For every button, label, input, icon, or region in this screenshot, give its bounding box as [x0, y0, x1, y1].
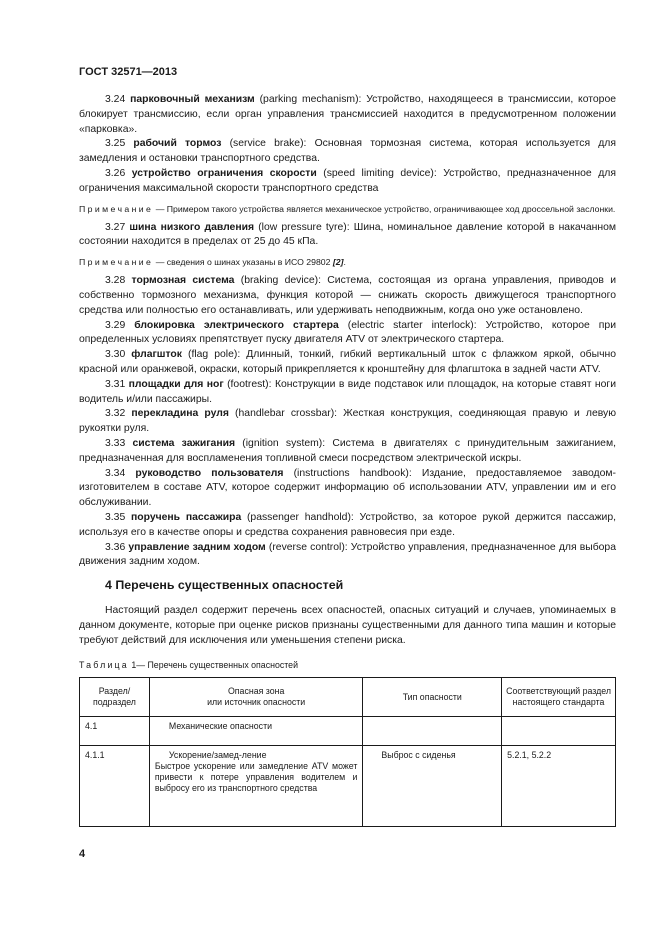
definition-3-31 — [79, 378, 616, 408]
definition-number: 3.30 — [105, 349, 126, 361]
table-caption — [79, 660, 298, 670]
definition-3-28 — [79, 274, 616, 318]
definition-term: управление задним ходом — [128, 541, 266, 553]
definition-text: (braking device): Система, состоящая из органа управления, приводов и собственно тормозного механизма, функция которой — снижать скорость движущегося транспортного средства или полностью его останавливать, или удерживать неподвижным, когда оно уже остановлено. — [79, 275, 617, 316]
definition-3-27 — [79, 221, 616, 251]
definition-text: (footrest): Конструкции в виде подставок или площадок, на которые ставят ноги водитель и/или пассажиры. — [79, 378, 616, 405]
definition-text: (flag pole): Длинный, тонкий, гибкий вертикальный шток с флажком яркой, обычно красной или оранжевой, окраски, который прикрепляется к кронштейну для флагштока в задней части ATV. — [79, 349, 616, 375]
definition-text: (passenger handhold): Устройство, за которое рукой держится пассажир, используя его в качестве опоры и средства сохранения равновесия при езде. — [79, 511, 616, 538]
definition-term: устройство ограничения скорости — [131, 167, 317, 179]
column-header-section — [80, 678, 150, 717]
definition-number: 3.32 — [105, 408, 126, 420]
definition-term: система зажигания — [132, 437, 236, 449]
note-3-26 — [79, 203, 616, 215]
definition-number: 3.35 — [105, 511, 126, 523]
cell-reference: 5.2.1, 5.2.2 — [502, 746, 616, 827]
definition-3-30 — [79, 348, 616, 378]
definition-term: тормозная система — [131, 275, 235, 287]
definition-term: руководство пользователя — [135, 467, 284, 479]
source-title: Ускорение/замед-ление — [168, 750, 267, 760]
cell-section: 4.1.1 — [80, 746, 150, 827]
definition-text: (instructions handbook): Издание, предоставляемое заводом-изготовителем в составе ATV, которое содержит информацию об использовании ATV, управлении им и его обслуживании. — [79, 467, 616, 509]
definition-term: поручень пассажира — [130, 511, 242, 523]
reference-link[interactable]: [2] — [332, 257, 344, 268]
definition-number: 3.36 — [105, 541, 126, 553]
definition-term: флагшток — [131, 349, 182, 361]
header-line: или источник опасности — [207, 697, 306, 707]
header-line: подраздел — [92, 697, 136, 707]
definition-term: блокировка электрического стартера — [134, 319, 339, 331]
note-end: . — [343, 257, 346, 268]
definition-3-25 — [79, 137, 616, 167]
definition-text: (ignition system): Система в двигателях с принудительным зажиганием, предназначенная для воспламенения топливной смеси посредством электрической искры. — [79, 437, 616, 464]
definition-3-29 — [79, 319, 616, 349]
definition-number: 3.34 — [105, 467, 126, 479]
definition-number: 3.33 — [105, 437, 126, 449]
definition-text: (parking mechanism): Устройство, находящееся в трансмиссии, которое блокирует трансмиссию, если орган управления трансмиссией находится в предусмотренном положении «парковка». — [79, 94, 616, 135]
source-body: Быстрое ускорение или замедление ATV может привести к потере управления водителем и выбросу его из транспортного средства — [154, 761, 358, 793]
cell-source — [149, 746, 363, 827]
document-header: ГОСТ 32571—2013 — [79, 66, 178, 78]
definition-text: (service brake): Основная тормозная система, которая используется для замедления и остановки транспортного средства. — [79, 138, 616, 165]
definition-number: 3.29 — [105, 319, 126, 331]
hazards-table — [79, 677, 616, 827]
definition-term: перекладина руля — [131, 408, 229, 420]
cell-source — [149, 717, 363, 746]
note-label: Примечание — [79, 257, 154, 268]
note-3-27 — [79, 256, 616, 268]
definition-text: (electric starter interlock): Устройство, которое при определенных условиях препятствует пуску двигателя ATV от электрического стартера. — [79, 319, 616, 346]
cell-type — [363, 717, 502, 746]
cell-section: 4.1 — [80, 717, 150, 746]
table-header-row — [80, 678, 616, 717]
table-row — [80, 746, 616, 827]
cell-reference — [502, 717, 616, 746]
definition-term: шина низкого давления — [129, 221, 255, 233]
note-text: — Примером такого устройства является механическое устройство, ограничивающее ход дроссельной заслонки. — [153, 203, 616, 214]
definition-3-35 — [79, 511, 616, 541]
definition-text: (speed limiting device): Устройство, предназначенное для ограничения максимальной скорости транспортного средства — [79, 167, 616, 194]
header-line: Раздел/ — [98, 686, 131, 696]
definitions-list — [79, 93, 616, 570]
header-line: настоящего стандарта — [512, 697, 605, 707]
cell-type: Выброс с сиденья — [363, 746, 502, 827]
definition-number: 3.24 — [105, 94, 126, 105]
page-number: 4 — [79, 848, 86, 860]
header-line: Соответствующий раздел — [506, 686, 611, 696]
table-caption-text: 1— Перечень существенных опасностей — [128, 660, 298, 670]
definition-term: площадки для ног — [128, 378, 224, 390]
definition-term: парковочный механизм — [130, 94, 255, 105]
column-header-source — [149, 678, 363, 717]
definition-text: (low pressure tyre): Шина, номинальное давление которой в накачанном состоянии находится в пределах от 25 до 45 кПа. — [79, 221, 616, 248]
table-caption-label: Таблица — [79, 660, 129, 670]
definition-number: 3.25 — [105, 138, 126, 150]
definition-3-26 — [79, 167, 616, 197]
definition-number: 3.27 — [105, 221, 126, 233]
column-header-type: Тип опасности — [363, 678, 502, 717]
table-row — [80, 717, 616, 746]
definition-3-33 — [79, 437, 616, 467]
definition-number: 3.26 — [105, 167, 126, 179]
definition-3-24 — [79, 93, 616, 137]
definition-number: 3.31 — [105, 378, 126, 390]
note-text: — сведения о шинах указаны в ИСО 29802 — [153, 257, 333, 268]
definition-text: (handlebar crossbar): Жесткая конструкция, соединяющая правую и левую рукоятки руля. — [79, 408, 616, 435]
section-heading: 4 Перечень существенных опасностей — [105, 578, 344, 592]
column-header-reference — [502, 678, 616, 717]
definition-text: (reverse control): Устройство управления, предназначенное для выбора движения задним ходом. — [79, 541, 616, 568]
header-line: Опасная зона — [227, 686, 285, 696]
definition-term: рабочий тормоз — [133, 138, 222, 150]
section-intro: Настоящий раздел содержит перечень всех опасностей, опасных ситуаций и случаев, упоминаемых в данном документе, которые при оценке рисков признаны существенными для данного типа машин и которые требуют действий для исключения или уменьшения степени риска. — [79, 605, 616, 646]
definition-3-36 — [79, 541, 616, 571]
note-label: Примечание — [79, 203, 154, 214]
definition-3-34 — [79, 467, 616, 511]
source-title: Механические опасности — [168, 721, 273, 731]
definition-number: 3.28 — [105, 275, 126, 287]
definition-3-32 — [79, 407, 616, 437]
